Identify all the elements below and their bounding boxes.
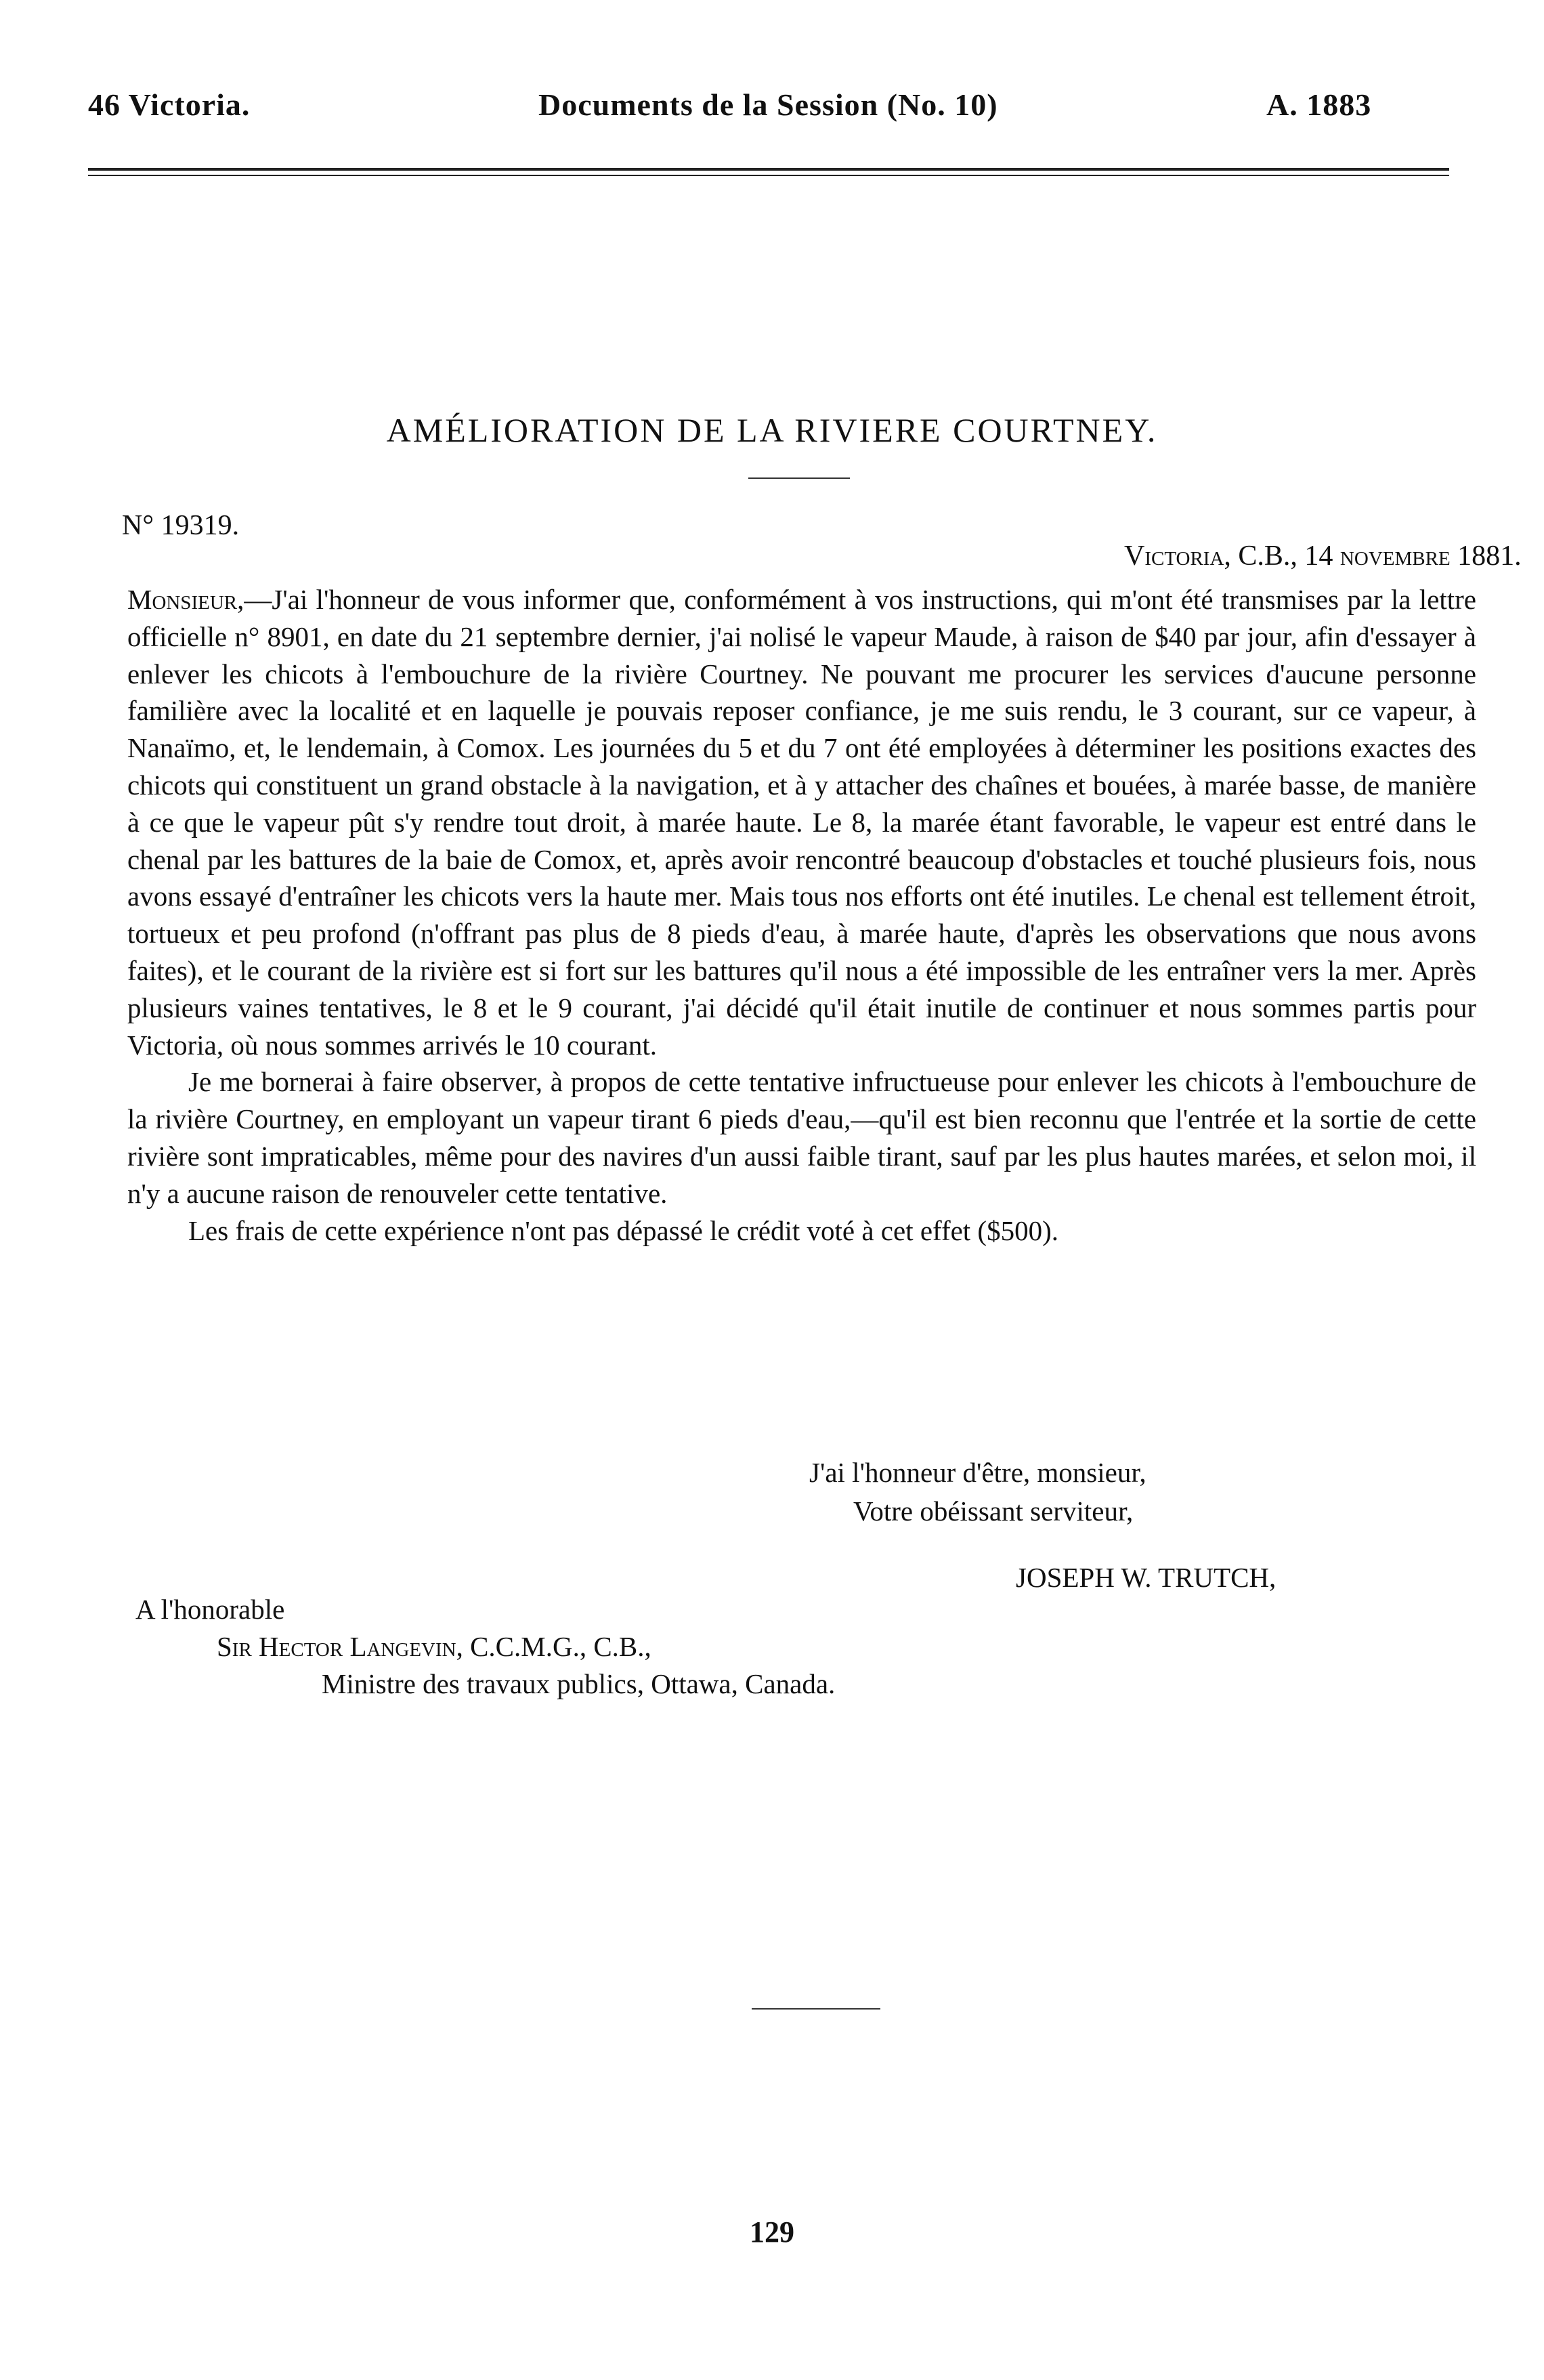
- header-rule-thin: [88, 175, 1449, 176]
- paragraph: Les frais de cette expérience n'ont pas dépassé le crédit voté à cet effet ($500).: [188, 1214, 1058, 1246]
- addressee-line: Sir Hector Langevin, C.C.M.G., C.B.,: [217, 1631, 651, 1662]
- title-divider: [748, 477, 850, 479]
- paragraph: Je me bornerai à faire observer, à propos de cette tentative infructueuse pour enlever les chicots à l'embouchure de la rivière Courtney, en employant un vapeur tirant 6 pieds d'eau,—qu'il est bien reconnu que l'entrée et la sortie de cette rivière sont impraticables, même pour des navires d'un aussi faible tirant, sauf par les plus hautes marées, et selon moi, il n'y a aucune raison de renouveler cette tentative.: [127, 1066, 1476, 1209]
- closing-divider: [752, 2008, 880, 2010]
- document-number: N° 19319.: [122, 510, 240, 541]
- page-number: 129: [750, 2215, 794, 2249]
- paragraph-text: —J'ai l'honneur de vous informer que, conformément à vos instructions, qui m'ont été transmises par la lettre officielle n° 8901, en date du 21 septembre dernier, j'ai nolisé le vapeur Maude, à raison de $40 par jour, afin d'essayer à enlever les chicots à l'embouchure de la rivière Courtney. Ne pouvant me procurer les services d'aucune personne familière avec la localité et en laquelle je pouvais reposer confiance, je me suis rendu, le 3 courant, sur ce vapeur, à Nanaïmo, et, le lendemain, à Comox. Les journées du 5 et du 7 ont été employées à déterminer les positions exactes des chicots qui constituent un grand obstacle à la navigation, et à y attacher des chaînes et bouées, à marée basse, de manière à ce que le vapeur pût s'y rendre tout droit, à marée haute. Le 8, la marée étant favorable, le vapeur est entré dans le chenal par les battures de la baie de Comox, et, après avoir rencontré beaucoup d'obstacles et touché plusieurs fois, nous avons essayé d'entraîner les chicots vers la haute mer. Mais tous nos efforts ont été inutiles. Le chenal est tellement étroit, tortueux et peu profond (n'offrant pas plus de 8 pieds d'eau, à marée haute, d'après les observations que nous avons faites), et le courant de la rivière est si fort sur les battures qu'il nous a été impossible de les entraîner vers la mer. Après plusieurs vaines tentatives, le 8 et le 9 courant, j'ai décidé qu'il était inutile de continuer et nous sommes partis pour Victoria, où nous sommes arrivés le 10 courant.: [127, 584, 1476, 1061]
- addressee-line: A l'honorable: [135, 1594, 285, 1625]
- closing-line: J'ai l'honneur d'être, monsieur,: [809, 1457, 1146, 1488]
- running-header: [88, 87, 1449, 127]
- addressee-line: Ministre des travaux publics, Ottawa, Canada.: [322, 1668, 836, 1699]
- closing-line: Votre obéissant serviteur,: [853, 1495, 1134, 1527]
- document-title: AMÉLIORATION DE LA RIVIERE COURTNEY.: [386, 411, 1158, 449]
- salutation: Monsieur,: [127, 584, 244, 615]
- letter-body: [127, 581, 1476, 1249]
- header-rule-thick: [88, 168, 1449, 171]
- paragraph: [127, 581, 1476, 1063]
- header-session: Documents de la Session (No. 10): [538, 87, 998, 122]
- header-year: A. 1883: [1266, 87, 1372, 122]
- signature: JOSEPH W. TRUTCH,: [1016, 1562, 1277, 1593]
- dateline: Victoria, C.B., 14 novembre 1881.: [1124, 540, 1522, 572]
- header-volume: 46 Victoria.: [88, 87, 251, 122]
